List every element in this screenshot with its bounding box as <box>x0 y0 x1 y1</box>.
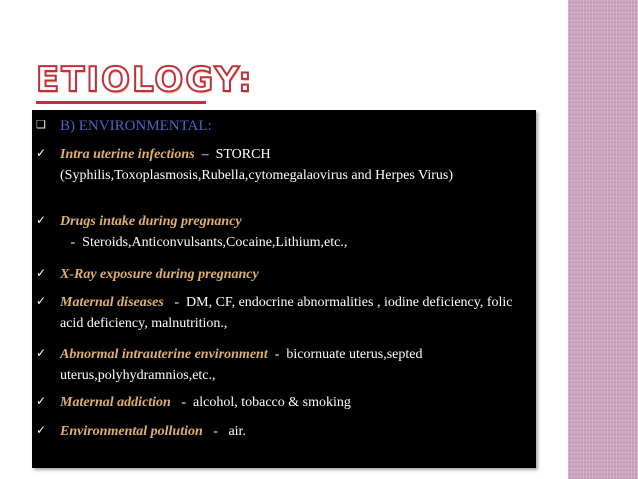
item-separator: - <box>170 395 194 410</box>
item-detail: bicornuate uterus,septed uterus,polyhydramnios,etc., <box>60 347 423 383</box>
item-detail: STORCH (Syphilis,Toxoplasmosis,Rubella,cytomegalaovirus and Herpes Virus) <box>60 147 453 183</box>
item-detail: air. <box>228 424 246 439</box>
item-label: Environmental pollution <box>60 424 203 439</box>
checkmark-icon: ✓ <box>36 266 47 280</box>
item-separator: - <box>267 347 287 362</box>
section-heading: B) ENVIRONMENTAL: <box>60 118 212 134</box>
checkmark-icon: ✓ <box>36 346 47 360</box>
item-label: Maternal diseases <box>60 295 164 310</box>
item-label: X-Ray exposure during pregnancy <box>60 267 259 282</box>
square-bullet-icon: ❑ <box>36 119 46 131</box>
item-label: Maternal addiction <box>60 395 171 410</box>
item-label: Intra uterine infections <box>60 147 195 162</box>
item-separator: – <box>194 147 216 162</box>
item-text <box>60 392 525 413</box>
item-text <box>60 211 525 253</box>
item-text <box>60 344 525 386</box>
decorative-side-strip <box>568 0 638 479</box>
item-separator: - <box>60 235 83 250</box>
item-detail: Steroids,Anticonvulsants,Cocaine,Lithium,etc., <box>82 235 348 250</box>
checkmark-icon: ✓ <box>36 423 47 437</box>
item-detail: alcohol, tobacco & smoking <box>193 395 351 410</box>
checkmark-icon: ✓ <box>36 394 47 408</box>
item-text <box>60 144 525 186</box>
item-separator: - <box>202 424 229 439</box>
title-underline <box>36 101 206 104</box>
item-label: Drugs intake during pregnancy <box>60 214 242 229</box>
checkmark-icon: ✓ <box>36 213 47 227</box>
item-separator: - <box>163 295 187 310</box>
item-label: Abnormal intrauterine environment <box>60 347 268 362</box>
checkmark-icon: ✓ <box>36 146 47 160</box>
item-text <box>60 421 525 442</box>
item-text <box>60 264 525 285</box>
content-panel <box>32 110 536 468</box>
item-text <box>60 292 525 334</box>
item-detail: DM, CF, endocrine abnormalities , iodine deficiency, folic acid deficiency, malnutrition., <box>60 295 513 331</box>
checkmark-icon: ✓ <box>36 294 47 308</box>
slide-title: ETIOLOGY: <box>36 60 254 100</box>
